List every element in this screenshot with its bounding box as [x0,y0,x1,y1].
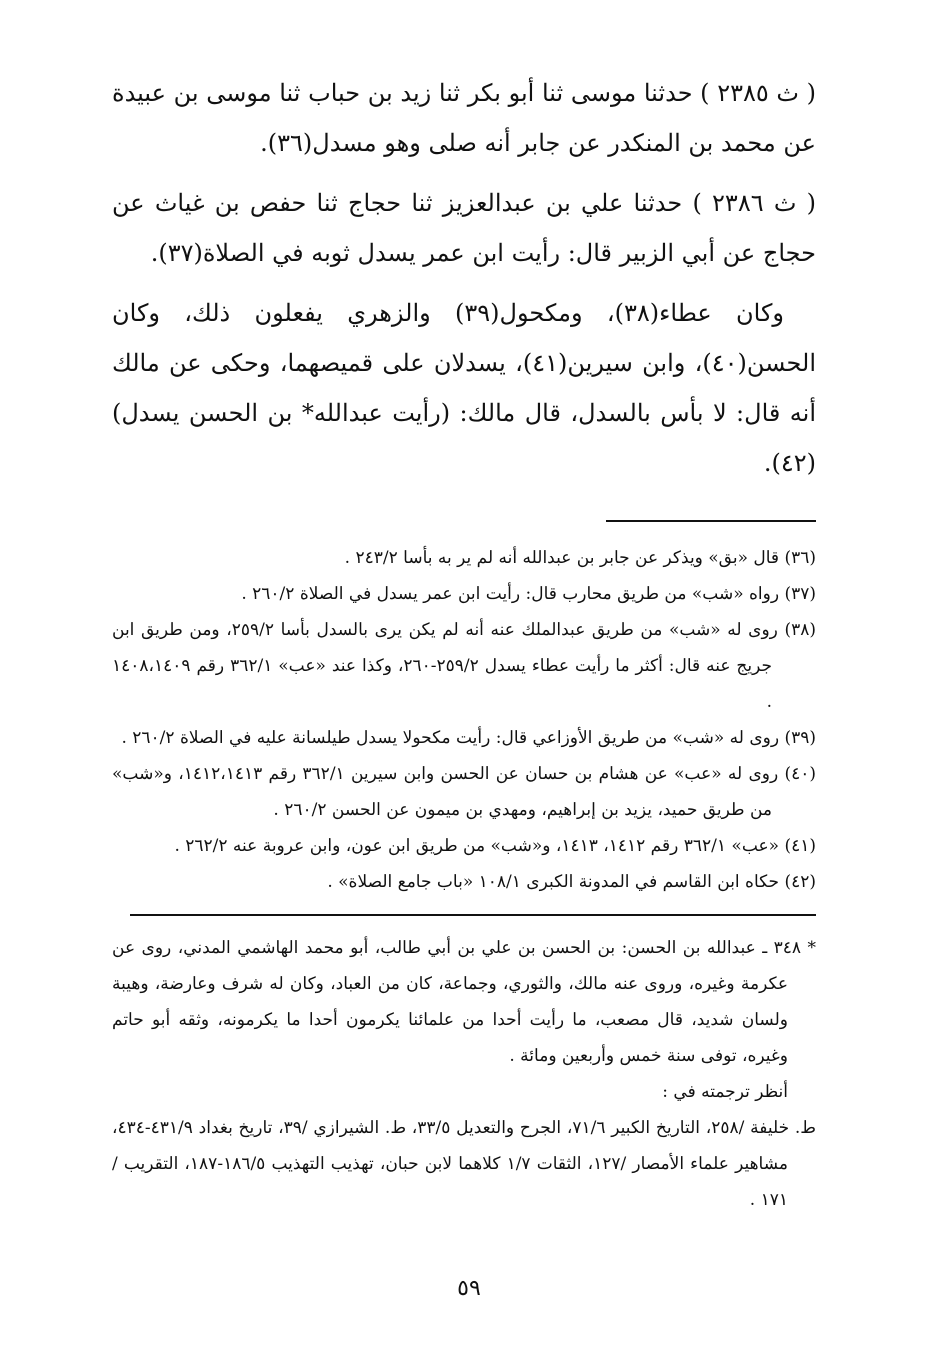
footnote-separator [606,520,816,522]
page-body [112,68,816,1218]
footnote-42: (٤٢) حكاه ابن القاسم في المدونة الكبرى ١٠٨/١ «باب جامع الصلاة» . [327,872,816,892]
biography-entry: * ٣٤٨ ـ عبدالله بن الحسن: بن الحسن بن علي بن أبي طالب، أبو محمد الهاشمي المدني، روى عن عكرمة وغيره، وروى عنه مالك، والثوري، وجماعة، كان من العباد، وكان له شرف وعارضة، وهيبة ولسان شديد، قال مصعب، ما رأيت أحدا من علمائنا يكرمون أحدا ما يكرمونه، وثقه أبو حاتم وغيره، توفى سنة خمس وأربعين ومائة . [112,938,816,1066]
footnote-40: (٤٠) روى له «عب» عن هشام بن حسان عن الحسن وابن سيرين ٣٦٢/١ رقم ١٤١٢،١٤١٣، و«شب» من طريق حميد، يزيد بن إبراهيم، ومهدي بن ميمون عن الحسن ٢٦٠/٢ . [112,764,816,820]
footnote-38: (٣٨) روى له «شب» من طريق عبدالملك عنه أنه لم يكن يرى بالسدل بأسا ٢٥٩/٢، ومن طريق ابن جريج عنه قال: أكثر ما رأيت عطاء يسدل ٢٥٩/٢-٢٦٠، وكذا عند «عب» ٣٦٢/١ رقم ١٤٠٨،١٤٠٩ . [112,620,816,712]
commentary-paragraph: وكان عطاء(٣٨)، ومكحول(٣٩) والزهري يفعلون ذلك، وكان الحسن(٤٠)، وابن سيرين(٤١)، يسدلان على قميصهما، وحكى عن مالك أنه قال: لا بأس بالسدل، قال مالك: (رأيت عبدالله* بن الحسن يسدل)(٤٢). [112,299,817,477]
footnote-36: (٣٦) قال «بق» ويذكر عن جابر بن عبدالله أنه لم ير به بأسا ٢٤٣/٢ . [344,548,816,568]
footnote-41: (٤١) «عب» ٣٦٢/١ رقم ١٤١٢، ١٤١٣، و«شب» من طريق ابن عون، وابن عروبة عنه ٢٦٢/٢ . [174,836,816,856]
biography-references: ط. خليفة /٢٥٨، التاريخ الكبير ٧١/٦، الجرح والتعديل ٣٣/٥، ط. الشيرازي /٣٩، تاريخ بغداد ٤٣١/٩-٤٣٤، مشاهير علماء الأمصار /١٢٧، الثقات ١/٧ كلاهما لابن حبان، تهذيب التهذيب ١٨٦/٥-١٨٧، التقريب /١٧١ . [112,1118,816,1210]
biography-separator [130,914,816,916]
main-text [112,68,816,488]
hadith-paragraph-2385: ( ث ٢٣٨٥ ) حدثنا موسى ثنا أبو بكر ثنا زيد بن حباب ثنا موسى بن عبيدة عن محمد بن المنكدر عن جابر أنه صلى وهو مسدل(٣٦). [112,79,817,157]
footnotes [112,540,816,900]
hadith-paragraph-2386: ( ث ٢٣٨٦ ) حدثنا علي بن عبدالعزيز ثنا حجاج ثنا حفص بن غياث عن حجاج عن أبي الزبير قال: رأيت ابن عمر يسدل ثوبه في الصلاة(٣٧). [112,189,816,267]
biography-see-label: أنظر ترجمته في : [662,1082,788,1102]
page-number: ٥٩ [457,1276,481,1301]
footnote-39: (٣٩) روى له «شب» من طريق الأوزاعي قال: رأيت مكحولا يسدل طيلسانة عليه في الصلاة ٢٦٠/٢ . [121,728,816,748]
biography-note [112,930,816,1218]
footnote-37: (٣٧) رواه «شب» من طريق محارب قال: رأيت ابن عمر يسدل في الصلاة ٢٦٠/٢ . [241,584,816,604]
